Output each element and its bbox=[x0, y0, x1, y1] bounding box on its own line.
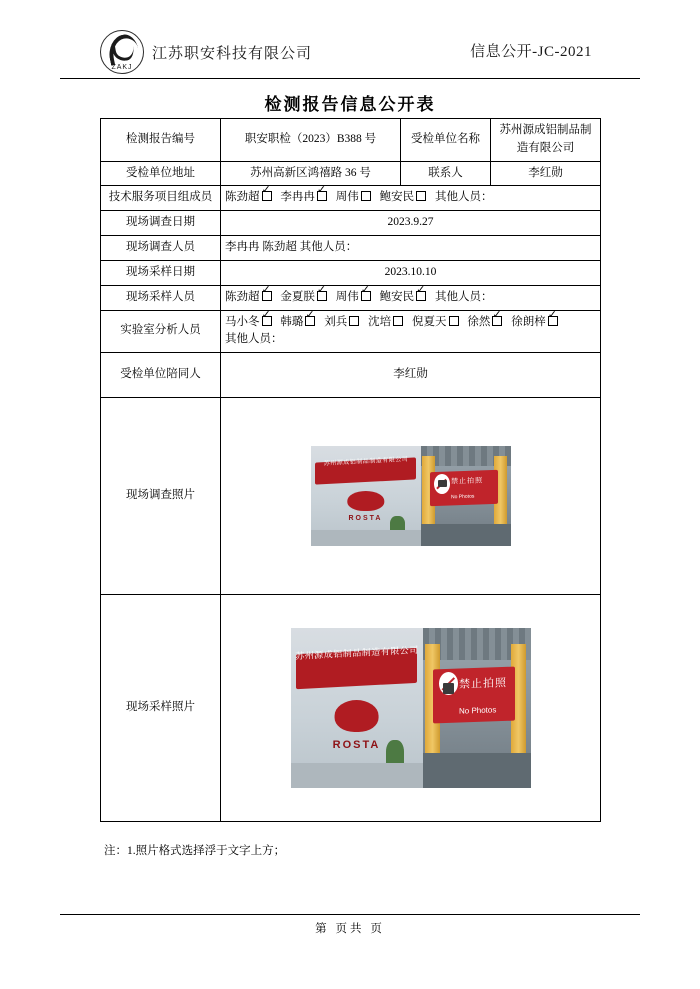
member-item bbox=[336, 289, 371, 307]
member-name: 鲍安民 bbox=[379, 191, 415, 204]
no-photos-sign-photo bbox=[423, 628, 531, 788]
no-photos-sign-photo bbox=[421, 446, 511, 546]
page-title: 检测报告信息公开表 bbox=[264, 95, 436, 114]
page-header bbox=[60, 28, 640, 78]
report-no-label: 检测报告编号 bbox=[101, 119, 221, 162]
client-name-value: 苏州源成铝制品制造有限公司 bbox=[491, 119, 601, 162]
survey-date-label: 现场调查日期 bbox=[101, 211, 221, 236]
contact-value: 李红勋 bbox=[491, 161, 601, 186]
sampling-people-value bbox=[221, 285, 601, 310]
member-item bbox=[380, 189, 427, 207]
no-photo-cn-text: 禁止拍照 bbox=[451, 476, 484, 486]
member-item bbox=[225, 289, 272, 307]
table-row bbox=[101, 161, 601, 186]
member-name: 金夏朕 bbox=[280, 290, 315, 303]
member-name: 陈劲超 bbox=[225, 191, 260, 204]
no-photo-cn-text: 禁止拍照 bbox=[459, 677, 508, 691]
table-row bbox=[101, 119, 601, 162]
survey-photo-label: 现场调查照片 bbox=[101, 398, 221, 595]
member-item bbox=[280, 189, 327, 207]
floor-shape bbox=[423, 753, 531, 788]
company-name: 江苏职安科技有限公司 bbox=[152, 45, 313, 62]
member-name: 鲍安民 bbox=[379, 290, 415, 303]
member-name: 陈劲超 bbox=[225, 290, 260, 303]
table-row bbox=[101, 310, 601, 353]
checkbox-icon[interactable] bbox=[416, 291, 426, 301]
factory-banner-text: 苏州源成铝制品制造有限公司 bbox=[323, 456, 408, 468]
table-row bbox=[101, 260, 601, 285]
member-name: 周伟 bbox=[335, 191, 359, 204]
table-row bbox=[101, 353, 601, 398]
checkbox-icon[interactable] bbox=[361, 291, 371, 301]
lab-people-label: 实验室分析人员 bbox=[101, 310, 221, 353]
sampling-people-others: 其他人员： bbox=[435, 290, 493, 303]
footer-divider bbox=[60, 914, 640, 915]
table-row bbox=[101, 595, 601, 822]
checkbox-icon[interactable] bbox=[349, 316, 359, 326]
survey-people-value: 李冉冉 陈劲超 其他人员： bbox=[221, 236, 601, 261]
member-item bbox=[368, 314, 403, 332]
client-address-value: 苏州高新区鸿禧路 36 号 bbox=[221, 161, 401, 186]
sampling-photo-box bbox=[225, 598, 596, 818]
member-name: 徐然 bbox=[467, 315, 491, 328]
checkbox-icon[interactable] bbox=[262, 191, 272, 201]
page-number: 第 页共 页 bbox=[315, 923, 385, 935]
rosta-logo-icon bbox=[347, 491, 384, 511]
checkbox-icon[interactable] bbox=[262, 291, 272, 301]
logo-mark-icon bbox=[100, 30, 144, 74]
photo-pair bbox=[311, 446, 511, 546]
factory-sign-photo bbox=[311, 446, 421, 546]
checkbox-icon[interactable] bbox=[548, 316, 558, 326]
member-name: 刘兵 bbox=[324, 315, 348, 328]
member-item bbox=[225, 189, 272, 207]
table-row bbox=[101, 236, 601, 261]
survey-date-value: 2023.9.27 bbox=[221, 211, 601, 236]
member-name: 沈培 bbox=[368, 315, 392, 328]
member-item bbox=[511, 314, 558, 332]
checkbox-icon[interactable] bbox=[492, 316, 502, 326]
contact-label: 联系人 bbox=[401, 161, 491, 186]
document-code: 信息公开-JC-2021 bbox=[470, 44, 592, 60]
checkbox-icon[interactable] bbox=[393, 316, 403, 326]
client-name-label: 受检单位名称 bbox=[401, 119, 491, 162]
header-divider bbox=[60, 78, 640, 79]
member-name: 马小冬 bbox=[225, 315, 260, 328]
footnote: 注：1.照片格式选择浮于文字上方； bbox=[104, 845, 286, 857]
sampling-date-value: 2023.10.10 bbox=[221, 260, 601, 285]
table-row bbox=[101, 211, 601, 236]
escort-value: 李红勋 bbox=[221, 353, 601, 398]
factory-brand-text: ROSTA bbox=[348, 515, 383, 523]
logo-initials: ZAKJ bbox=[111, 64, 133, 71]
factory-brand-text: ROSTA bbox=[332, 738, 381, 751]
survey-photo-cell bbox=[221, 398, 601, 595]
tech-team-value bbox=[221, 186, 601, 211]
member-item bbox=[280, 314, 315, 332]
sampling-photo-label: 现场采样照片 bbox=[101, 595, 221, 822]
no-photo-en-text: No Photos bbox=[459, 705, 497, 716]
no-photo-en-text: No Photos bbox=[451, 493, 475, 501]
member-item bbox=[380, 289, 427, 307]
member-item bbox=[467, 314, 502, 332]
factory-banner-text: 苏州源成铝制品制造有限公司 bbox=[294, 645, 419, 662]
member-item bbox=[280, 289, 327, 307]
sampling-photo-cell bbox=[221, 595, 601, 822]
checkbox-icon[interactable] bbox=[262, 316, 272, 326]
member-name: 李冉冉 bbox=[280, 191, 315, 204]
sampling-people-label: 现场采样人员 bbox=[101, 285, 221, 310]
escort-label: 受检单位陪同人 bbox=[101, 353, 221, 398]
rosta-logo-icon bbox=[334, 700, 379, 732]
tech-team-label: 技术服务项目组成员 bbox=[101, 186, 221, 211]
checkbox-icon[interactable] bbox=[305, 316, 315, 326]
checkbox-icon[interactable] bbox=[361, 191, 371, 201]
lab-people-line-1 bbox=[225, 314, 596, 332]
member-item bbox=[225, 314, 272, 332]
table-row bbox=[101, 398, 601, 595]
report-no-value: 职安职检（2023）B388 号 bbox=[221, 119, 401, 162]
lab-people-value bbox=[221, 310, 601, 353]
sampling-date-label: 现场采样日期 bbox=[101, 260, 221, 285]
report-info-table bbox=[100, 118, 601, 822]
member-item bbox=[324, 314, 359, 332]
camera-icon bbox=[438, 480, 447, 487]
member-item bbox=[412, 314, 459, 332]
member-name: 倪夏天 bbox=[412, 315, 447, 328]
tech-team-others: 其他人员： bbox=[435, 191, 493, 204]
photo-pair bbox=[291, 628, 531, 788]
lab-people-others: 其他人员： bbox=[225, 333, 283, 346]
checkbox-icon[interactable] bbox=[449, 316, 459, 326]
client-address-label: 受检单位地址 bbox=[101, 161, 221, 186]
floor-shape bbox=[421, 524, 511, 546]
survey-photo-box bbox=[225, 401, 596, 591]
member-name: 周伟 bbox=[335, 290, 359, 303]
checkbox-icon[interactable] bbox=[317, 191, 327, 201]
floor-shape bbox=[311, 530, 421, 546]
camera-icon bbox=[443, 683, 454, 694]
checkbox-icon[interactable] bbox=[317, 291, 327, 301]
member-name: 韩璐 bbox=[280, 315, 304, 328]
member-item bbox=[336, 189, 371, 207]
company-logo bbox=[100, 30, 312, 74]
checkbox-icon[interactable] bbox=[416, 191, 426, 201]
member-name: 徐朗梓 bbox=[511, 315, 546, 328]
table-row bbox=[101, 285, 601, 310]
survey-people-label: 现场调查人员 bbox=[101, 236, 221, 261]
floor-shape bbox=[291, 763, 423, 789]
table-row bbox=[101, 186, 601, 211]
factory-sign-photo bbox=[291, 628, 423, 788]
